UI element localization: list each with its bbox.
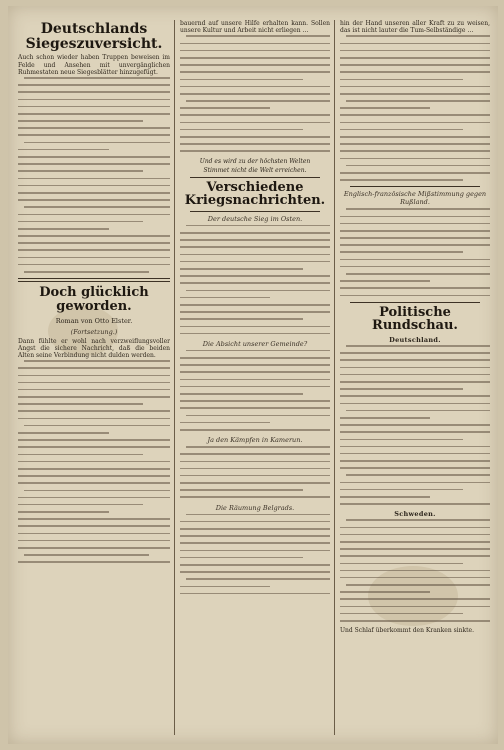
text-line	[180, 407, 330, 409]
text-line	[180, 107, 270, 109]
text-line	[18, 156, 170, 158]
text-line	[340, 114, 490, 116]
text-line	[180, 364, 330, 366]
text-line	[180, 571, 330, 573]
text-line	[186, 415, 330, 417]
text-line	[340, 446, 490, 448]
column-right	[340, 20, 490, 634]
text-line	[18, 199, 170, 201]
text-line	[18, 106, 170, 108]
text-line	[18, 367, 170, 369]
text-line	[346, 208, 490, 210]
text-line	[180, 304, 330, 306]
text-line	[18, 446, 170, 448]
text-line	[180, 468, 330, 470]
text-line	[186, 290, 330, 292]
text-line	[340, 613, 463, 615]
section-divider	[190, 177, 320, 178]
text-line	[180, 564, 330, 566]
text-line	[180, 475, 330, 477]
text-line	[340, 259, 490, 261]
text-line	[18, 525, 170, 527]
text-line	[340, 93, 490, 95]
text-line	[180, 489, 303, 491]
text-line	[340, 216, 490, 218]
article-body-deutschland	[340, 345, 490, 505]
text-line	[180, 275, 330, 277]
text-line	[340, 395, 490, 397]
text-line	[180, 482, 330, 484]
text-line	[186, 225, 330, 227]
text-line	[180, 232, 330, 234]
text-line	[18, 134, 170, 136]
text-line	[180, 379, 330, 381]
text-line	[340, 143, 490, 145]
text-line	[340, 179, 463, 181]
text-line	[18, 375, 170, 377]
text-line	[18, 192, 170, 194]
text-line	[180, 86, 330, 88]
text-line	[340, 287, 490, 289]
text-line	[340, 158, 490, 160]
text-line	[180, 422, 270, 424]
text-line	[24, 425, 170, 427]
text-line	[18, 540, 170, 542]
text-line	[180, 114, 330, 116]
text-line	[340, 591, 430, 593]
text-line	[340, 541, 490, 543]
text-line	[346, 519, 490, 521]
text-line	[180, 429, 330, 431]
headline-siegeszuversicht: Deutschlands Siegeszuversicht.	[25, 21, 163, 52]
text-line	[180, 79, 303, 81]
column-left	[18, 20, 170, 569]
text-line	[340, 86, 490, 88]
text-line	[180, 542, 330, 544]
section-divider	[350, 186, 480, 187]
text-line	[340, 598, 490, 600]
text-line	[340, 570, 490, 572]
text-line	[18, 461, 170, 463]
text-line	[340, 251, 463, 253]
text-line	[18, 163, 170, 165]
text-line	[340, 503, 490, 505]
text-line	[18, 511, 109, 513]
text-line	[180, 535, 330, 537]
text-line	[180, 593, 330, 595]
text-line	[180, 136, 330, 138]
text-line	[180, 326, 330, 328]
text-line	[180, 461, 330, 463]
text-line	[340, 57, 490, 59]
text-line	[18, 84, 170, 86]
text-line	[24, 271, 149, 273]
text-line	[18, 497, 170, 499]
text-line	[340, 453, 490, 455]
text-line	[18, 396, 170, 398]
text-line	[186, 35, 330, 37]
novel-lead: Dann fühlte er wohl nach verzweiflungsvoller Angst die sichere Nachricht, daß die beiden Alten seine Verbindung nicht dulden werden.	[18, 337, 170, 359]
text-line	[18, 249, 170, 251]
text-line	[18, 178, 170, 180]
text-line	[340, 489, 463, 491]
headline-rundschau: Politische Rundschau.	[372, 304, 458, 334]
text-line	[180, 386, 330, 388]
text-line	[346, 410, 490, 412]
article-body-cont	[340, 35, 490, 180]
text-line	[340, 431, 490, 433]
text-line	[18, 561, 170, 563]
text-line	[340, 136, 490, 138]
text-line	[24, 206, 170, 208]
text-line	[24, 490, 170, 492]
article-body-belgrad	[180, 514, 330, 595]
text-line	[340, 620, 490, 622]
text-line	[180, 521, 330, 523]
text-line	[18, 99, 170, 101]
subhead-kamerun: Ja den Kämpfen in Kamerun.	[207, 436, 303, 445]
text-line	[340, 374, 490, 376]
headline-kriegsnachrichten: Verschiedene Kriegsnachrichten.	[184, 179, 326, 209]
text-line	[340, 295, 490, 297]
text-line	[18, 454, 143, 456]
text-line	[340, 150, 490, 152]
text-line	[186, 446, 330, 448]
text-line	[340, 71, 490, 73]
text-line	[186, 514, 330, 516]
text-line	[340, 79, 463, 81]
text-line	[346, 35, 490, 37]
text-line	[18, 228, 109, 230]
text-line	[340, 563, 463, 565]
text-line	[18, 127, 170, 129]
text-line	[340, 266, 490, 268]
text-line	[346, 584, 490, 586]
text-line	[186, 350, 330, 352]
text-line	[346, 474, 490, 476]
text-line	[180, 268, 303, 270]
text-line	[180, 333, 330, 335]
text-line	[180, 143, 330, 145]
newspaper-page	[8, 6, 498, 744]
text-line	[180, 254, 330, 256]
text-line	[18, 120, 143, 122]
text-line	[18, 547, 170, 549]
text-line	[340, 439, 463, 441]
text-line	[340, 577, 490, 579]
verse-line-1: Und es wird zu der höchsten Welten	[199, 157, 311, 165]
article-tail: Und Schlaf überkommt den Kranken sinkte.	[340, 627, 474, 635]
text-line	[340, 230, 490, 232]
text-line	[340, 237, 490, 239]
text-line	[18, 382, 170, 384]
text-line	[180, 357, 330, 359]
text-line	[340, 352, 490, 354]
text-line	[340, 467, 490, 469]
text-line	[180, 261, 330, 263]
article-body-gemeinde	[180, 350, 330, 431]
text-line	[24, 142, 170, 144]
text-line	[340, 388, 463, 390]
text-line	[180, 43, 330, 45]
section-divider	[350, 302, 480, 303]
text-line	[24, 77, 170, 79]
text-line	[18, 410, 170, 412]
text-line	[18, 418, 170, 420]
text-line	[180, 239, 330, 241]
text-line	[180, 453, 330, 455]
text-line	[180, 400, 330, 402]
text-line	[340, 280, 430, 282]
novel-continuation: (Fortsetzung.)	[70, 327, 118, 336]
text-line	[340, 403, 490, 405]
text-line	[180, 586, 270, 588]
text-line	[180, 311, 330, 313]
verse-line-2: Stimmet nicht die Welt erreichen.	[203, 166, 307, 174]
article-body-mißstimmung	[340, 208, 490, 296]
text-line	[18, 468, 170, 470]
text-line	[346, 165, 490, 167]
article-body-schweden	[340, 519, 490, 621]
text-line	[18, 475, 170, 477]
text-line	[340, 359, 490, 361]
text-line	[186, 578, 330, 580]
text-line	[18, 403, 143, 405]
text-line	[346, 100, 490, 102]
text-line	[340, 482, 490, 484]
text-line	[18, 242, 170, 244]
text-line	[18, 149, 109, 151]
text-line	[340, 548, 490, 550]
text-line	[180, 129, 303, 131]
text-line	[180, 150, 330, 152]
text-line	[18, 482, 170, 484]
text-line	[18, 389, 170, 391]
subhead-gemeinde: Die Absicht unserer Gemeinde?	[202, 339, 308, 348]
text-line	[18, 518, 170, 520]
text-line	[180, 50, 330, 52]
text-line	[340, 43, 490, 45]
text-line	[340, 64, 490, 66]
text-line	[18, 170, 143, 172]
article-body-siegeszuversicht	[18, 77, 170, 273]
novel-body	[18, 360, 170, 563]
text-line	[180, 122, 330, 124]
text-line	[18, 91, 170, 93]
text-line	[340, 606, 490, 608]
text-line	[180, 282, 330, 284]
text-line	[18, 264, 170, 266]
text-line	[340, 122, 490, 124]
text-line	[18, 221, 143, 223]
text-line	[340, 172, 490, 174]
text-line	[340, 555, 490, 557]
section-divider	[190, 211, 320, 212]
text-line	[180, 318, 303, 320]
text-line	[180, 496, 330, 498]
article-lead: Auch schon wieder haben Truppen beweisen im Felde und Ansehen mit unvergänglichen Ruhmestaten neue Siegesblätter hinzugefügt.	[18, 54, 170, 76]
text-line	[340, 107, 430, 109]
text-line	[180, 550, 330, 552]
text-line	[340, 50, 490, 52]
text-line	[180, 371, 330, 373]
text-line	[180, 297, 270, 299]
dateline-schweden: Schweden.	[394, 510, 436, 519]
subhead-sieg-osten: Der deutsche Sieg im Osten.	[207, 214, 303, 223]
text-line	[346, 273, 490, 275]
article-body-cont	[180, 35, 330, 152]
subhead-mißstimmung: Englisch-französische Mißstimmung gegen Rußland.	[343, 190, 487, 207]
text-line	[340, 223, 490, 225]
text-line	[18, 214, 170, 216]
column-rule	[334, 20, 335, 735]
novel-author: Roman von Otto Elster.	[55, 316, 133, 325]
article-body-osten	[180, 225, 330, 334]
text-line	[18, 257, 170, 259]
text-line	[186, 100, 330, 102]
text-line	[18, 504, 143, 506]
text-line	[24, 360, 170, 362]
text-line	[340, 129, 463, 131]
text-line	[340, 460, 490, 462]
text-line	[180, 557, 303, 559]
article-continuation: bauernd auf unsere Hilfe erhalten kann. Sollen unsere Kultur und Arbeit nicht erliegen …	[180, 20, 330, 35]
text-line	[18, 432, 109, 434]
text-line	[180, 393, 303, 395]
text-line	[346, 345, 490, 347]
text-line	[340, 534, 490, 536]
text-line	[340, 417, 430, 419]
subhead-belgrad: Die Räumung Belgrads.	[215, 503, 295, 512]
text-line	[340, 367, 490, 369]
text-line	[340, 244, 490, 246]
column-middle	[180, 20, 330, 600]
text-line	[18, 439, 170, 441]
text-line	[18, 235, 170, 237]
text-line	[340, 496, 430, 498]
column-rule	[174, 20, 175, 735]
text-line	[18, 113, 170, 115]
section-divider	[18, 278, 170, 282]
text-line	[180, 246, 330, 248]
article-body-kamerun	[180, 446, 330, 498]
text-line	[180, 71, 330, 73]
text-line	[340, 381, 490, 383]
text-line	[24, 554, 149, 556]
text-line	[180, 57, 330, 59]
novel-title: Doch glücklich geworden.	[39, 285, 149, 314]
dateline-deutschland: Deutschland.	[389, 336, 441, 345]
text-line	[180, 528, 330, 530]
text-line	[340, 527, 490, 529]
article-continuation: hin der Hand unseren aller Kraft zu zu weisen, das ist nicht lauter die Tum-Selbständige …	[340, 20, 490, 35]
text-line	[18, 533, 170, 535]
text-line	[340, 424, 490, 426]
text-line	[180, 64, 330, 66]
text-line	[180, 93, 330, 95]
text-line	[18, 185, 170, 187]
